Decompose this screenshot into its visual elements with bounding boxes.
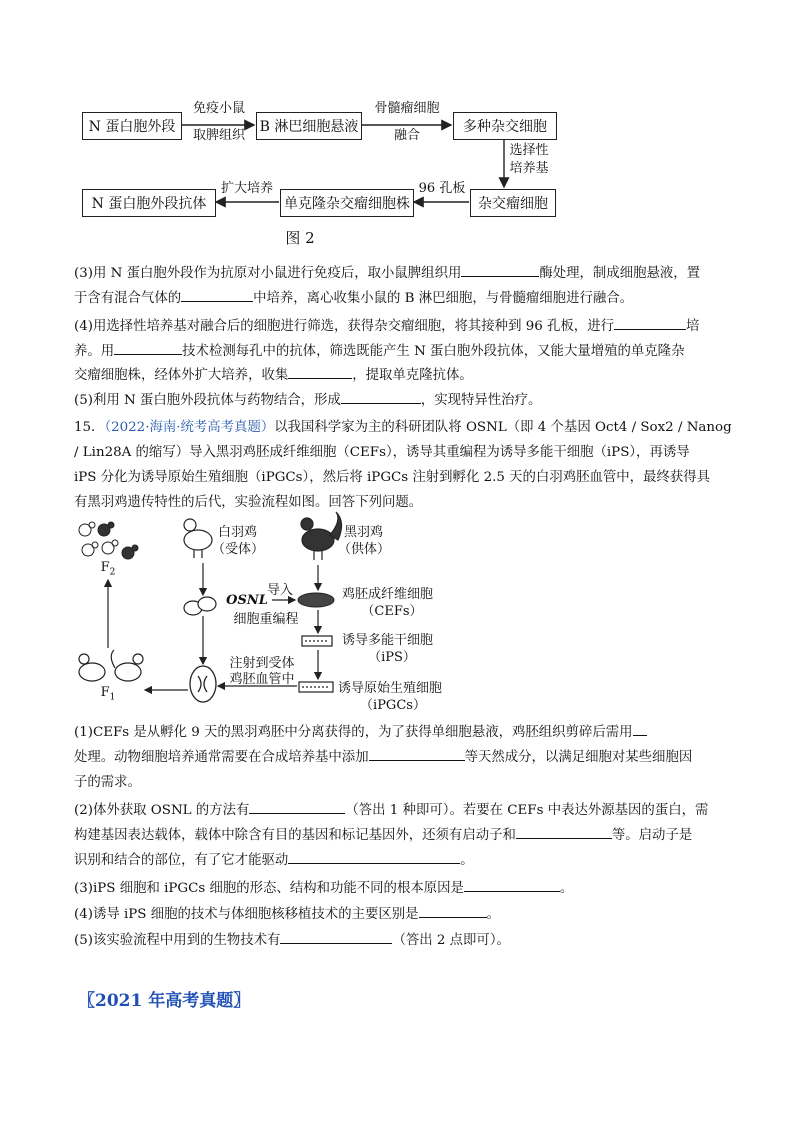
box-monoclonal: 单克隆杂交瘤细胞株 — [280, 189, 414, 217]
label-white-chicken: 白羽鸡 — [218, 525, 258, 540]
section-heading: 〖2021 年高考真题〗 — [78, 991, 251, 1011]
label-inject-1: 注射到受体 — [229, 656, 295, 671]
text: (3)用 N 蛋白胞外段作为抗原对小鼠进行免疫后，取小鼠脾组织用 — [74, 266, 462, 281]
text: 于含有混合气体的 — [74, 291, 182, 306]
egg-icons — [184, 597, 216, 615]
text: 培 — [685, 319, 700, 334]
text: 酶处理，制成细胞悬液，置 — [539, 266, 701, 281]
label-reprogram: 细胞重编程 — [233, 612, 299, 627]
text: 。 — [460, 853, 474, 868]
text: 识别和结合的部位，有了它才能驱动 — [74, 853, 289, 868]
text: （答出 1 种即可）。若要在 CEFs 中表达外源基因的蛋白，需 — [345, 803, 709, 818]
text: 中培养，离心收集小鼠的 B 淋巴细胞，与骨髓瘤细胞进行融合。 — [253, 291, 634, 306]
text: (4)诱导 iPS 细胞的技术与体细胞核移植技术的主要区别是 — [74, 907, 419, 922]
text: 子的需求。 — [74, 775, 141, 790]
text: iPS 分化为诱导原始生殖细胞（iPGCs），然后将 iPGCs 注射到孵化 2.5 天的白羽鸡胚血管中，最终获得具 — [74, 470, 711, 485]
text: 等天然成分，以满足细胞对某些细胞因 — [464, 750, 693, 765]
text: (4)用选择性培养基对融合后的细胞进行筛选，获得杂交瘤细胞，将其接种到 96 孔板，进行 — [74, 319, 614, 334]
label-inject-2: 鸡胚血管中 — [229, 672, 295, 687]
text: 技术检测每孔中的抗体，筛选既能产生 N 蛋白胞外段抗体，又能大量增殖的单克隆杂 — [182, 344, 685, 359]
label-f2: $F_2$ — [100, 560, 116, 578]
question-source[interactable]: （2022·海南·统考高考真题） — [104, 420, 275, 435]
label-f1: $F_1$ — [100, 685, 116, 703]
ipgcs-dish-icon — [299, 682, 333, 692]
white-chicken-icon — [184, 519, 212, 558]
answer-blank[interactable] — [419, 903, 487, 918]
text: (5)该实验流程中用到的生物技术有 — [74, 933, 281, 948]
box-hybrid-cells: 多种杂交细胞 — [453, 112, 557, 140]
text: (5)利用 N 蛋白胞外段抗体与药物结合，形成 — [74, 393, 341, 408]
label-black-chicken: 黑羽鸡 — [344, 525, 384, 540]
label-cefs-name: 鸡胚成纤维细胞 — [342, 587, 434, 602]
arrow5-label: 扩大培养 — [220, 181, 273, 196]
text: 交瘤细胞株，经体外扩大培养，收集 — [74, 368, 289, 383]
box-hybridoma: 杂交瘤细胞 — [470, 189, 556, 217]
label-import: 导入 — [266, 583, 293, 598]
box-n-protein: N 蛋白胞外段 — [82, 112, 182, 140]
answer-blank[interactable] — [369, 746, 465, 761]
ips-dish-icon — [302, 636, 332, 646]
answer-blank[interactable] — [464, 877, 560, 892]
f2-chick-icons — [79, 522, 138, 559]
label-ipgcs-abbr: （iPGCs） — [360, 698, 426, 713]
box-antibody: N 蛋白胞外段抗体 — [82, 189, 216, 217]
embryo-egg-icon — [190, 666, 216, 702]
arrow1-label-bottom: 取脾组织 — [192, 128, 245, 143]
text: ，提取单克隆抗体。 — [352, 368, 473, 383]
text: (2)体外获取 OSNL 的方法有 — [74, 803, 250, 818]
text: 。 — [486, 907, 500, 922]
text: (3)iPS 细胞和 iPGCs 细胞的形态、结构和功能不同的根本原因是 — [74, 881, 464, 896]
arrow3-label-top: 选择性 — [509, 143, 549, 158]
black-chicken-icon — [301, 512, 342, 560]
label-ips-name: 诱导多能干细胞 — [342, 633, 434, 648]
figure-2-caption: 图 2 — [285, 229, 315, 247]
text: / Lin28A 的缩写）导入黑羽鸡胚成纤维细胞（CEFs），诱导其重编程为诱导多能干细胞（iPS），再诱导 — [74, 445, 690, 460]
label-ips-abbr: （iPS） — [368, 650, 416, 665]
answer-blank[interactable] — [280, 929, 392, 944]
cefs-cell-icon — [298, 593, 334, 607]
text: 有黑羽鸡遗传特性的后代，实验流程如图。回答下列问题。 — [74, 495, 423, 510]
arrow2-label-top: 骨髓瘤细胞 — [374, 101, 440, 116]
answer-blank[interactable] — [249, 799, 345, 814]
question-number: 15． — [74, 420, 105, 435]
text: 。 — [559, 881, 574, 896]
arrow2-label-bottom: 融合 — [393, 128, 420, 143]
label-ipgcs-name: 诱导原始生殖细胞 — [338, 681, 443, 696]
answer-blank[interactable] — [516, 824, 612, 839]
label-black-role: （供体） — [338, 542, 391, 557]
label-osnl: OSNL — [226, 593, 268, 608]
text: （答出 2 点即可）。 — [392, 933, 510, 948]
text: 等。启动子是 — [611, 828, 693, 843]
label-white-role: （受体） — [212, 542, 265, 557]
text: 养。用 — [74, 344, 115, 359]
text: 以我国科学家为主的科研团队将 OSNL（即 4 个基因 Oct4 / Sox2 / Nanog — [274, 420, 732, 435]
box-b-cell-suspension: B 淋巴细胞悬液 — [256, 112, 362, 140]
text: (1)CEFs 是从孵化 9 天的黑羽鸡胚中分离获得的，为了获得单细胞悬液，鸡胚组织剪碎后需用 — [74, 725, 633, 740]
arrow4-label: 96 孔板 — [418, 181, 466, 196]
label-cefs-abbr: （CEFs） — [361, 604, 423, 619]
text: 构建基因表达载体，载体中除含有目的基因和标记基因外，还须有启动子和 — [74, 828, 516, 843]
answer-blank[interactable] — [633, 721, 647, 736]
text: 处理。动物细胞培养通常需要在合成培养基中添加 — [74, 750, 369, 765]
text: ，实现特异性治疗。 — [420, 393, 542, 408]
answer-blank[interactable] — [288, 849, 460, 864]
arrow1-label-top: 免疫小鼠 — [192, 101, 245, 116]
arrow3-label-bottom: 培养基 — [509, 161, 549, 176]
f1-chicken-icons — [79, 650, 143, 681]
